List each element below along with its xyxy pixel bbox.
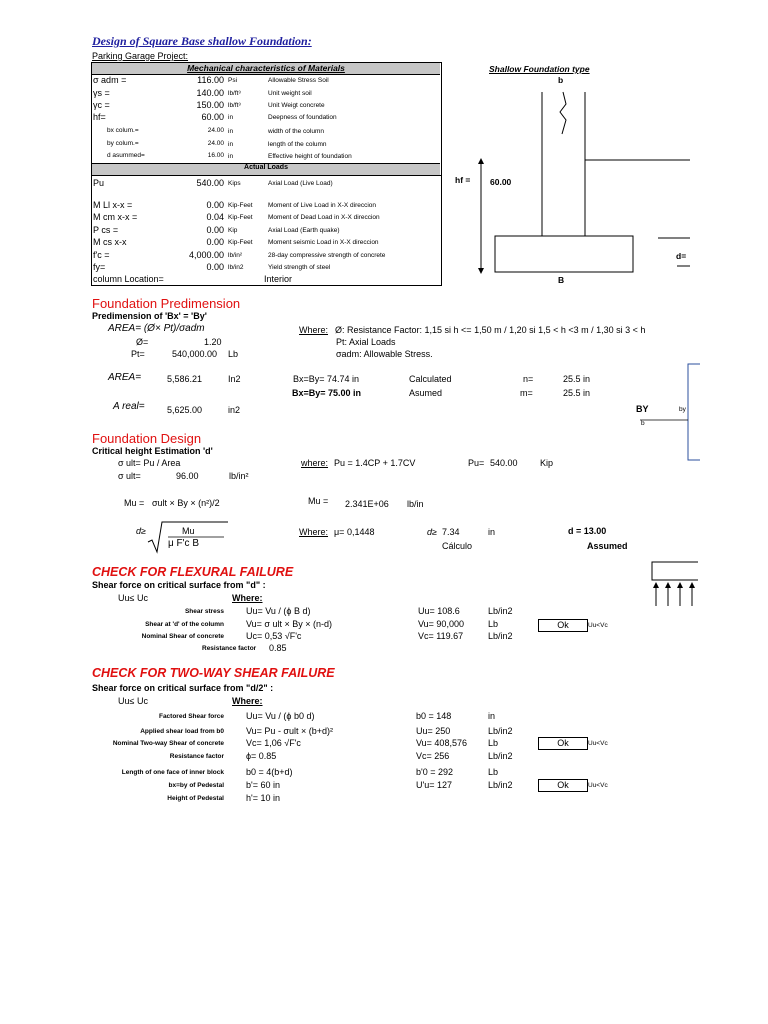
plan-sketch [640, 360, 700, 470]
load-arrows-sketch [648, 560, 698, 610]
load-value: 540.00 [196, 178, 224, 188]
flex-row-unit: Lb/in2 [488, 606, 513, 616]
diagram-hf-value: 60.00 [490, 177, 512, 187]
sult-value: 96.00 [176, 471, 199, 481]
load-unit: Kips [228, 180, 241, 187]
sadm-desc: σadm: Allowable Stress. [336, 349, 433, 359]
pu-formula: Pu = 1.4CP + 1.7CV [334, 458, 416, 468]
flex-row-result: Uu= 108.6 [418, 606, 460, 616]
mu-coef: μ= 0,1448 [334, 527, 375, 537]
area-unit: In2 [228, 374, 241, 384]
tw-row-label: bx=by of Pedestal [168, 782, 224, 789]
area-label: AREA= [108, 372, 142, 383]
mat-value: 116.00 [197, 75, 224, 85]
load-desc: Moment of Dead Load in X-X direccion [268, 214, 380, 221]
n-label: n= [523, 374, 534, 384]
tw-row-result: b0 = 148 [416, 711, 452, 721]
flex-row-result: Vu= 90,000 [418, 619, 464, 629]
tw-row-formula: ϕ= 0.85 [246, 751, 277, 761]
mat-value: 60.00 [201, 112, 224, 122]
load-value: 0.00 [206, 225, 224, 235]
mu-num: Mu [182, 526, 195, 536]
d-label: d≥ [136, 526, 146, 536]
location-value: Interior [264, 274, 293, 284]
bxby-calc: Bx=By= 74.74 in [293, 374, 360, 384]
areal-label: A real= [113, 401, 145, 412]
load-sym: Pu [93, 178, 105, 188]
tw-row-formula: b'= 60 in [246, 780, 280, 790]
flex-rf-value: 0.85 [269, 643, 287, 653]
mu2-unit: lb/in [407, 499, 424, 509]
mat-desc: Unit weight soil [268, 90, 312, 97]
mat-desc: width of the column [268, 128, 325, 135]
mat-sym: d asummed= [107, 152, 145, 159]
tw-row-unit: Lb/in2 [488, 726, 513, 736]
calculo-label: Cálculo [442, 541, 473, 551]
plan-b: b [641, 420, 645, 427]
tw-row-result: Uu= 250 [416, 726, 451, 736]
mat-value: 150.00 [196, 100, 224, 110]
mat-desc: length of the column [268, 141, 327, 148]
pt-label: Pt= [131, 349, 145, 359]
diagram-b-label: b [558, 75, 564, 85]
area-value: 5,586.21 [167, 374, 203, 384]
mu-label: Mu = [124, 498, 145, 508]
mu2-label: Mu = [308, 496, 329, 506]
areal-value: 5,625.00 [167, 405, 203, 415]
mat-value: 140.00 [196, 88, 224, 98]
mat-sym: hf= [93, 112, 106, 122]
load-sym: P cs = [93, 225, 119, 235]
phi-value: 1.20 [204, 337, 222, 347]
tw-row-result: U'u= 127 [416, 780, 452, 790]
flex-ok-box: Ok [538, 619, 588, 632]
tw-row-result: Vc= 256 [416, 751, 450, 761]
mat-desc: Deepness of foundation [268, 114, 337, 121]
pu-label: Pu= [468, 458, 485, 468]
load-desc: 28-day compressive strength of concrete [268, 252, 386, 259]
sqrt-symbol [146, 518, 230, 556]
tw-row-unit: in [488, 711, 496, 721]
tw-ok-box-2: Ok [538, 779, 588, 792]
tw-row-formula: b0 = 4(b+d) [246, 767, 293, 777]
mat-sym: γs = [93, 88, 110, 98]
load-sym: fy= [93, 262, 106, 272]
flex-row-formula: Uc= 0,53 √F'c [246, 631, 302, 641]
pt-value: 540,000.00 [172, 349, 218, 359]
design-heading: Foundation Design [92, 431, 202, 446]
mu-formula: σult × By × (n²)/2 [152, 498, 220, 508]
d-final: d = 13.00 [568, 526, 607, 536]
tw-ok-box-1: Ok [538, 737, 588, 750]
flex-ok-cond: Uu<Vc [588, 622, 608, 629]
diagram-title: Shallow Foundation type [489, 64, 590, 74]
tw-row-label: Length of one face of inner block [121, 769, 224, 776]
tw-row-result: b'0 = 292 [416, 767, 454, 777]
flex-rf-label: Resistance factor [202, 645, 257, 652]
mu-den: μ F'c B [168, 538, 200, 549]
twoway-where: Where: [232, 696, 263, 706]
bxby-asum: Bx=By= 75.00 in [292, 388, 362, 398]
predim-heading: Foundation Predimension [92, 296, 241, 311]
page-title: Design of Square Base shallow Foundation: [92, 34, 312, 48]
areal-unit: in2 [228, 405, 241, 415]
assumed-label: Assumed [587, 541, 628, 551]
mu2-value: 2.341E+06 [345, 499, 389, 509]
sult-label: σ ult= [118, 471, 141, 481]
sult-formula: σ ult= Pu / Area [118, 458, 181, 468]
mat-unit: in [228, 128, 234, 135]
tw-row-unit: Lb [488, 767, 499, 777]
flex-row-label: Nominal Shear of concrete [141, 633, 224, 640]
mat-unit: in [228, 114, 234, 121]
mat-sym: by colum.= [107, 140, 139, 147]
flexural-sub: Shear force on critical surface from "d" : [92, 580, 266, 590]
mat-value: 24.00 [207, 127, 224, 134]
area-formula: AREA= (Ø× Pt)/σadm [108, 323, 205, 334]
diagram-hf-label: hf = [455, 175, 471, 185]
load-unit: lb/in2 [228, 264, 244, 271]
diagram-B-label: B [558, 275, 565, 285]
mat-unit: lb/ft³ [228, 102, 241, 109]
tw-row-label: Resistance factor [169, 753, 224, 760]
pu-unit: Kip [540, 458, 554, 468]
calculated-label: Calculated [409, 374, 452, 384]
mat-desc: Unit Weigt concrete [268, 102, 325, 109]
mat-value: 24.00 [207, 140, 224, 147]
m-value: 25.5 in [563, 388, 591, 398]
load-unit: Kip [228, 227, 238, 234]
twoway-sub: Shear force on critical surface from "d/2" : [92, 683, 274, 693]
flex-row-formula: Vu= σ ult × By × (n-d) [246, 619, 333, 629]
tw-row-formula: Vc= 1,06 √F'c [246, 738, 301, 748]
load-unit: Kip-Feet [228, 239, 253, 246]
load-value: 0.04 [206, 212, 224, 222]
d2-label: d≥ [427, 527, 437, 537]
tw-row-result: Vu= 408,576 [416, 738, 467, 748]
tw-ok-cond-1: Uu<Vc [588, 740, 608, 747]
mat-unit: Psi [228, 77, 238, 84]
load-value: 0.00 [206, 262, 224, 272]
flexural-cond: Uu≤ Uc [118, 593, 148, 603]
tw-row-unit: Lb/in2 [488, 780, 513, 790]
tw-row-label: Factored Shear force [158, 713, 224, 720]
design-where2: Where: [299, 527, 329, 537]
predim-where: Where: [299, 325, 329, 335]
tw-row-label: Applied shear load from b0 [140, 728, 224, 735]
mat-sym: σ adm = [93, 75, 127, 85]
load-value: 0.00 [206, 200, 224, 210]
load-unit: lb/in² [228, 252, 243, 259]
design-where: where: [301, 458, 329, 468]
pt-desc: Pt: Axial Loads [336, 337, 396, 347]
flex-row-unit: Lb [488, 619, 499, 629]
load-unit: Kip-Feet [228, 202, 253, 209]
asumed-label: Asumed [409, 388, 443, 398]
d2-unit: in [488, 527, 496, 537]
load-desc: Yield strength of steel [268, 264, 331, 271]
pu-value: 540.00 [490, 458, 518, 468]
load-value: 0.00 [206, 237, 224, 247]
flex-row-result: Vc= 119.67 [418, 631, 464, 641]
plan-by: by [679, 406, 686, 413]
tw-row-unit: Lb/in2 [488, 751, 513, 761]
tw-row-unit: Lb [488, 738, 499, 748]
mat-sym: bx colum.= [107, 127, 139, 134]
load-value: 4,000.00 [188, 250, 224, 260]
flexural-heading: CHECK FOR FLEXURAL FAILURE [92, 565, 294, 579]
twoway-heading: CHECK FOR TWO-WAY SHEAR FAILURE [92, 666, 335, 680]
tw-row-formula: h'= 10 in [246, 793, 280, 803]
pt-unit: Lb [228, 349, 239, 359]
flexural-where: Where: [232, 593, 263, 603]
tw-row-formula: Uu= Vu / (ϕ b0 d) [246, 711, 315, 721]
mat-unit: lb/ft³ [228, 90, 241, 97]
predim-where-text: Ø: Resistance Factor: 1,15 si h <= 1,50 m / 1,20 si 1,5 < h <3 m / 1,30 si 3 < h [335, 325, 646, 335]
twoway-cond: Uu≤ Uc [118, 696, 148, 706]
flex-row-unit: Lb/in2 [488, 631, 513, 641]
sult-unit: lb/in² [229, 471, 249, 481]
foundation-sketch [445, 84, 695, 284]
plan-BY: BY [636, 404, 649, 414]
load-desc: Axial Load (Earth quake) [268, 227, 340, 234]
d2-value: 7.34 [442, 527, 460, 537]
tw-row-label: Nominal Two-way Shear of concrete [112, 740, 224, 747]
project-name: Parking Garage Project: [92, 51, 189, 61]
load-sym: M cs x-x [93, 237, 127, 247]
mat-value: 16.00 [207, 152, 224, 159]
mat-unit: in [228, 153, 234, 160]
load-sym: M Ll x-x = [93, 200, 133, 210]
mat-sym: γc = [93, 100, 110, 110]
tw-row-formula: Vu= Pu - σult × (b+d)² [246, 726, 334, 736]
phi-label: Ø= [136, 337, 149, 347]
load-desc: Axial Load (Live Load) [268, 180, 333, 187]
m-label: m= [520, 388, 533, 398]
load-desc: Moment seismic Load in X-X direccion [268, 239, 379, 246]
tw-row-label: Height of Pedestal [167, 795, 224, 802]
mat-desc: Allowable Stress Soil [268, 77, 329, 84]
flex-row-formula: Uu= Vu / (ϕ B d) [246, 606, 311, 616]
load-unit: Kip-Feet [228, 214, 253, 221]
mat-unit: in [228, 141, 234, 148]
load-desc: Moment of Live Load in X-X direccion [268, 202, 377, 209]
diagram-d-label: d= [676, 251, 687, 261]
load-sym: M cm x-x = [93, 212, 138, 222]
location-label: column Location= [93, 274, 164, 284]
mat-desc: Effective height of foundation [268, 153, 352, 160]
flex-row-label: Shear stress [184, 608, 224, 615]
loads-header: Actual Loads [244, 164, 288, 171]
materials-header: Mechanical characteristics of Materials [187, 63, 345, 73]
design-sub: Critical height Estimation 'd' [92, 446, 213, 456]
predim-sub: Predimension of 'Bx' = 'By' [92, 311, 207, 321]
flex-row-label: Shear at 'd' of the column [145, 621, 224, 628]
load-sym: f'c = [93, 250, 110, 260]
n-value: 25.5 in [563, 374, 591, 384]
tw-ok-cond-2: Uu<Vc [588, 782, 608, 789]
